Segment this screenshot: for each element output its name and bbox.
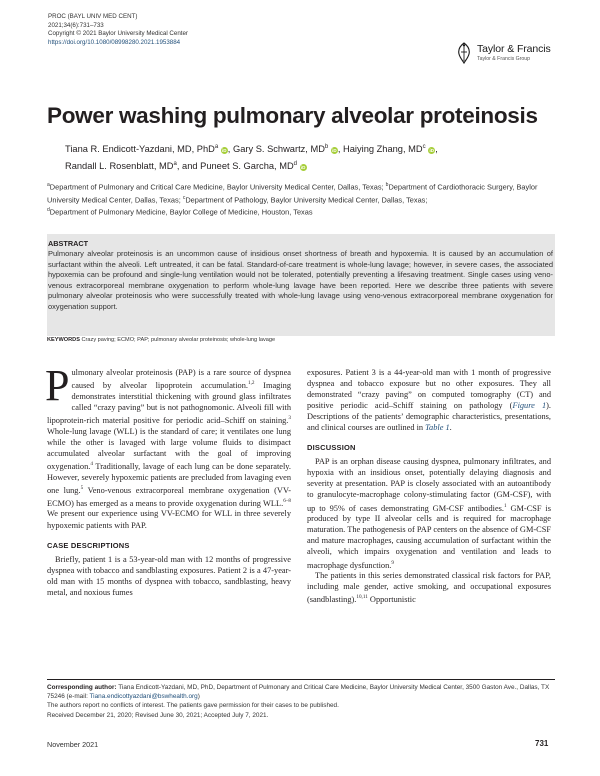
email-link[interactable]: Tiana.endicottyazdani@bswhealth.org [89, 693, 198, 701]
page-number: 731 [535, 739, 549, 748]
received-dates: Received December 21, 2020; Revised June 30, 2021; Accepted July 7, 2021. [47, 711, 269, 719]
intro-text-6: We present our experience using VV-ECMO for WLL in three severely hypoxemic patients with PAP. [47, 509, 291, 530]
disc-text-2: GM-CSF is produced by type II alveolar cells and is required for macrophage maturation. The pathogenesis of PAP centers on the absence of GM-CSF and mature macrophages, causing accumulation of surfactant within the alveoli, which impairs oxygenation and ventilation and leads to macrophage dysfunction. [307, 503, 551, 570]
author-list [65, 140, 565, 173]
author-4: Randall L. Rosenblatt, MD [65, 160, 174, 171]
ref-link[interactable]: 3 [288, 414, 291, 421]
author-5-affil: d [293, 160, 298, 167]
drop-cap: P [45, 361, 70, 410]
journal-name: PROC (BAYL UNIV MED CENT) [48, 13, 138, 20]
affil-d-marker: d [47, 207, 50, 214]
discussion-paragraph-1 [307, 456, 551, 570]
orcid-icon[interactable]: iD [222, 148, 227, 154]
corresponding-author [47, 683, 555, 701]
author-1-affil: a [214, 144, 219, 150]
affil-a-marker: a [47, 182, 50, 188]
copyright-line [48, 30, 188, 39]
copyright-holder: 2021 Baylor University Medical Center [82, 30, 188, 38]
footnotes [47, 683, 555, 720]
author-1: Tiana R. Endicott-Yazdani, MD, PhD [65, 144, 215, 155]
affil-d: Department of Pulmonary Medicine, Baylor College of Medicine, Houston, Texas [49, 207, 313, 217]
discussion-paragraph-2 [307, 570, 551, 605]
corresponding-text: Tiana Endicott-Yazdani, MD, PhD, Department of Pulmonary and Critical Care Medicine, Baylor University Medical Center, 3500 Gaston Ave., Dallas, TX 75246 (e-mail: [47, 684, 550, 701]
intro-text-3: Whole-lung lavage (WLL) is the standard of care; it ventilates one lung while the other is lavaged with large volume fluids to disimpact accumulated alveolar surfactant with the goal of improving oxygenation. [47, 426, 291, 471]
running-header [48, 13, 188, 47]
author-3: Haiying Zhang, MD [343, 144, 423, 155]
abstract-text: Pulmonary alveolar proteinosis is an uncommon cause of insidious onset shortness of breath and hypoxemia. It is caused by an accumulation of surfactant within the alveoli. Left untreated, it can be fatal. Standard-of-care treatment is whole-lung lavage; however, in severe cases, the associated hypoxemia can be profound and single-lung ventilation would not be tolerated, potentially preventing a lifesaving treatment. Single cases using veno-venous extracorporeal membrane oxygenation to perform whole-lung lavage have been reported. Here we describe three patients with severe pulmonary alveolar proteinosis who were successfully treated with whole-lung lavage using veno-venous extracorporeal membrane oxygenation for oxygenation support. [48, 249, 553, 311]
author-sep: , and [176, 160, 201, 171]
ref-link[interactable]: 1 [504, 502, 507, 509]
keywords-label: KEYWORDS [47, 337, 80, 343]
author-2-affil: b [324, 144, 329, 150]
disc-text-1: PAP is an orphan disease causing dyspnea, pulmonary infiltrates, and hypoxia with an insidious onset, potentially delaying diagnosis and severity at presentation. PAP is closely associated with an autoantibody to granulocyte-macrophage colony-stimulating factor (GM-CSF), with up to 95% of cases demonstrating GM-CSF antibodies. [307, 457, 551, 513]
author-sep: , [337, 144, 344, 155]
ref-link[interactable]: 6–8 [283, 497, 291, 504]
body-column-right [307, 367, 551, 605]
orcid-icon[interactable]: iD [300, 164, 306, 170]
case-text-1: exposures. Patient 3 is a 44-year-old man with 1 month of progressive dyspnea and tobacco exposure but no other exposures. They all demonstrated “crazy paving” on computed tomography (CT) and positive periodic acid–Schiff staining on pathology ( [307, 368, 551, 411]
keywords-text: Crazy paving; ECMO; PAP; pulmonary alveolar proteinosis; whole-lung lavage [81, 337, 276, 343]
case-paragraph: Briefly, patient 1 is a 53-year-old man with 12 months of progressive dyspnea with tobacco and sandblasting exposures. Patient 2 is a 47-year-old man with 15 months of dyspnea with tobacco, sandblasting, heavy metal, and noxious fumes [47, 554, 291, 597]
affil-b: Department of Cardiothoracic Surgery, Baylor University Medical Center, Dallas, Texas; [47, 182, 538, 205]
affil-c-marker: c [182, 194, 186, 201]
publisher-name: Taylor & Francis [477, 43, 551, 55]
ref-link[interactable]: 9 [391, 559, 394, 566]
case-text-3: . [449, 423, 452, 433]
table-1-link[interactable]: Table 1 [425, 423, 450, 433]
author-sep: , [227, 144, 233, 155]
abstract-heading: ABSTRACT [48, 239, 89, 248]
publisher-group: Taylor & Francis Group [477, 56, 531, 62]
author-2: Gary S. Schwartz, MD [232, 144, 325, 155]
affil-a: Department of Pulmonary and Critical Care Medicine, Baylor University Medical Center, Dallas, Texas; [49, 182, 384, 192]
case-continued-paragraph [307, 367, 551, 433]
affil-c: Department of Pathology, Baylor University Medical Center, Dallas, Texas; [185, 195, 428, 205]
case-descriptions-heading: CASE DESCRIPTIONS [47, 540, 130, 550]
publisher-logo [455, 42, 570, 64]
author-sep: , [435, 144, 438, 155]
author-3-affil: c [422, 144, 426, 150]
conflict-statement: The authors report no conflicts of interest. The patients gave permission for their cases to be published. [47, 702, 339, 710]
disc-text-4: Opportunistic [367, 595, 416, 605]
ref-link[interactable]: 1,2 [247, 380, 255, 387]
keywords [47, 337, 275, 343]
intro-text-5: Veno-venous extracorporeal membrane oxygenation (VV-ECMO) has emerged as a means to provide oxygenation during WLL. [47, 485, 291, 508]
ref-link[interactable]: 5 [80, 484, 84, 491]
copyright-symbol: © [76, 30, 82, 38]
intro-text-4: Traditionally, lavage of each lung can be done separately. However, severely hypoxemic patients are precluded from lavaging even one lung. [47, 461, 291, 495]
ref-link[interactable]: 4 [90, 460, 93, 467]
footnote-divider [47, 679, 555, 680]
intro-text-1: ulmonary alveolar proteinosis (PAP) is a rare source of dyspnea caused by alveolar lipoprotein accumulation. [71, 368, 291, 390]
figure-1-link[interactable]: Figure 1 [512, 401, 547, 411]
article-title: Power washing pulmonary alveolar proteinosis [47, 103, 538, 128]
ref-link[interactable]: 10,11 [356, 594, 368, 601]
intro-text-2: Imaging demonstrates interstitial thickening with ground glass infiltrates called “crazy paving” but is not pathognomonic. Alveoli fill with lipoprotein-rich material positive for periodic acid–Schiff on staining. [47, 380, 291, 425]
discussion-heading: DISCUSSION [307, 443, 356, 453]
body-column-left [45, 361, 291, 598]
disc-text-3: The patients in this series demonstrated classical risk factors for PAP, including male gender, active smoking, and occupational exposures (sandblasting). [307, 571, 551, 605]
abstract-box [47, 234, 555, 336]
author-5: Puneet S. Garcha, MD [200, 160, 294, 171]
affil-b-marker: b [385, 182, 389, 188]
volume-pages: 2021;34(6):731–733 [48, 21, 104, 29]
case-text-2: ). Descriptions of the patients’ demographic characteristics, presentations, and clinical courses are outlined in [307, 401, 551, 433]
copyright-prefix: Copyright [48, 30, 75, 38]
issue-date: November 2021 [47, 740, 99, 749]
author-4-affil: a [173, 160, 177, 167]
corresponding-label: Corresponding author: [47, 684, 117, 691]
taylor-francis-logo-icon [455, 42, 473, 64]
doi-link[interactable]: https://doi.org/10.1080/08998280.2021.1953884 [48, 38, 181, 46]
affiliations [47, 180, 555, 218]
intro-paragraph [45, 361, 291, 531]
corresponding-end: ) [197, 693, 200, 701]
orcid-icon[interactable]: iD [332, 148, 337, 154]
orcid-icon[interactable]: iD [429, 148, 434, 154]
